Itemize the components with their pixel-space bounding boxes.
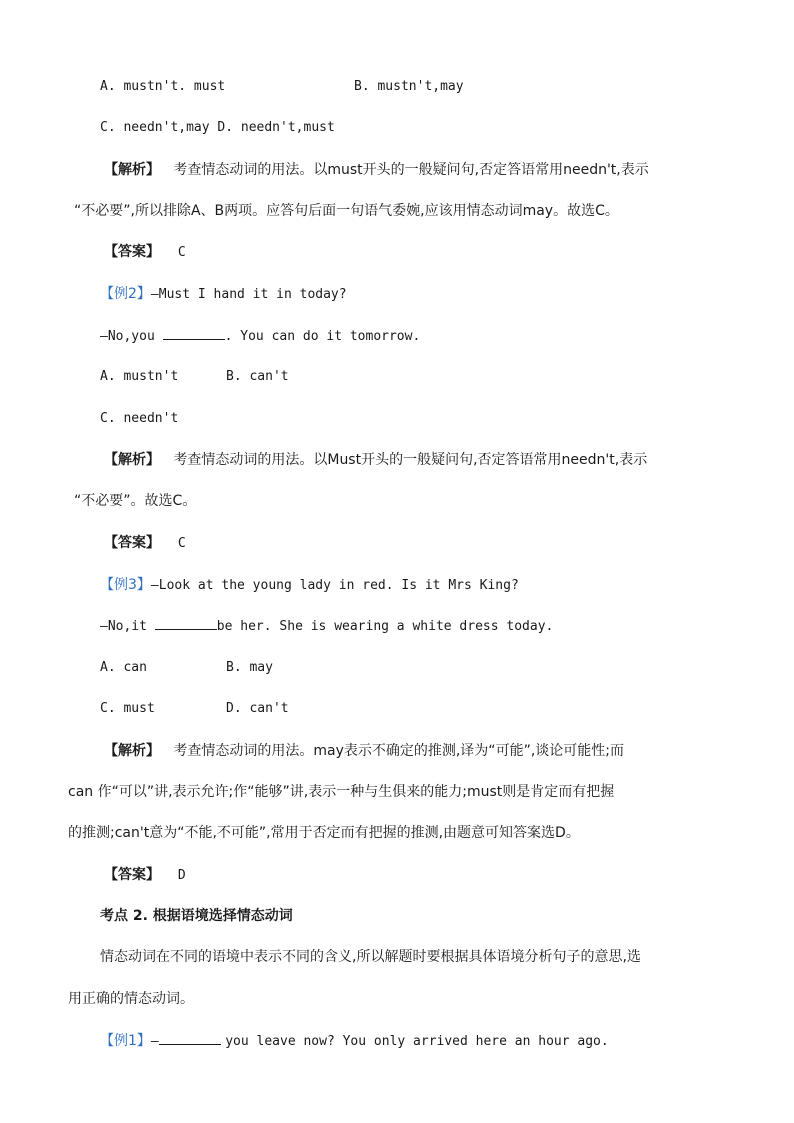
option-c: C. needn't: [100, 411, 179, 426]
section-title: 考点 2. 根据语境选择情态动词: [100, 908, 293, 924]
answer-blank: [159, 1031, 221, 1045]
option-c-d: C. needn't,may D. needn't,must: [100, 120, 335, 135]
example-1-question: [100, 1031, 609, 1052]
analysis-text-line2: can 作“可以”讲,表示允许;作“能够”讲,表示一种与生俱来的能力;must则是肯定而有把握: [68, 784, 615, 800]
analysis-text: 考查情态动词的用法。以must开头的一般疑问句,否定答语常用needn't,表示: [173, 162, 649, 178]
option-b: B. can't: [226, 369, 289, 384]
example-tag: 【例3】: [100, 577, 151, 593]
option-c: C. must: [100, 701, 155, 716]
option-b: B. may: [226, 660, 273, 675]
answer-line: [104, 865, 186, 886]
example-2-question: [100, 284, 347, 305]
analysis-text-line2: “不必要”,所以排除A、B两项。应答句后面一句语气委婉,应该用情态动词may。故选C。: [74, 203, 619, 219]
option-a: A. mustn't: [100, 369, 179, 384]
analysis-tag: 【解析】: [104, 452, 160, 468]
example-tag: 【例2】: [100, 286, 151, 302]
analysis-text: 考查情态动词的用法。may表示不确定的推测,译为“可能”,谈论可能性;而: [173, 743, 624, 759]
example-3-question: [100, 575, 519, 596]
answer-tag: 【答案】: [104, 535, 160, 551]
answer-value: C: [177, 536, 186, 551]
reply-start: —No,it: [100, 619, 147, 634]
question-line: you leave now? You only arrived here an hour ago.: [225, 1034, 609, 1049]
reply-start: —No,you: [100, 329, 155, 344]
example-2-reply: [100, 326, 420, 347]
option-d: D. can't: [226, 701, 289, 716]
example-3-reply: [100, 616, 553, 637]
reply-end: . You can do it tomorrow.: [224, 329, 421, 344]
answer-value: C: [177, 245, 186, 260]
answer-tag: 【答案】: [104, 244, 160, 260]
analysis-text-line2: “不必要”。故选C。: [74, 493, 197, 509]
section-body-line2: 用正确的情态动词。: [68, 991, 194, 1007]
dash: —: [150, 1034, 159, 1049]
answer-line: [104, 533, 186, 554]
answer-value: D: [177, 868, 186, 883]
example-tag: 【例1】: [100, 1033, 151, 1049]
answer-blank: [155, 616, 217, 630]
analysis-tag: 【解析】: [104, 162, 160, 178]
answer-tag: 【答案】: [104, 867, 160, 883]
option-a: A. mustn't. must: [100, 79, 226, 94]
analysis-text-line3: 的推测;can't意为“不能,不可能”,常用于否定而有把握的推测,由题意可知答案选D。: [68, 825, 580, 841]
analysis-text: 考查情态动词的用法。以Must开头的一般疑问句,否定答语常用needn't,表示: [173, 452, 648, 468]
analysis-paragraph: [104, 450, 647, 470]
analysis-paragraph: [104, 160, 649, 180]
answer-blank: [163, 326, 225, 340]
section-body-line1: 情态动词在不同的语境中表示不同的含义,所以解题时要根据具体语境分析句子的意思,选: [100, 949, 641, 965]
option-b: B. mustn't,may: [354, 79, 464, 94]
option-a: A. can: [100, 660, 147, 675]
reply-end: be her. She is wearing a white dress today.: [216, 619, 554, 634]
question-line: —Must I hand it in today?: [150, 287, 347, 302]
answer-line: [104, 242, 186, 263]
analysis-tag: 【解析】: [104, 743, 160, 759]
question-line: —Look at the young lady in red. Is it Mrs King?: [150, 578, 519, 593]
analysis-paragraph: [104, 741, 624, 761]
